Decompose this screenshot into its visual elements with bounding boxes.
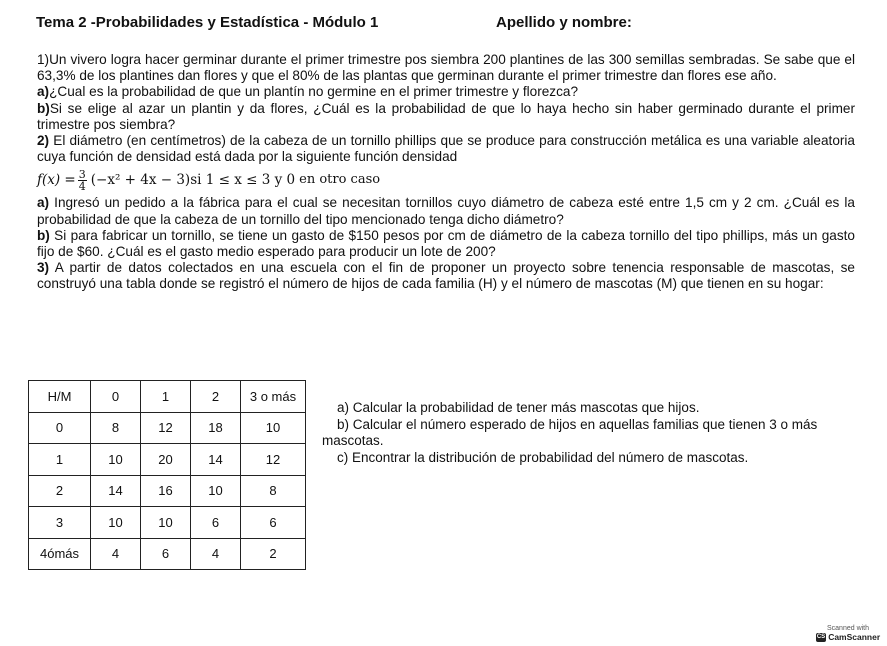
- table-cell: 10: [241, 412, 306, 444]
- formula-fraction: [78, 169, 87, 192]
- table-row: [29, 412, 306, 444]
- table-cell: 4: [91, 538, 141, 570]
- table-cell: 14: [91, 475, 141, 507]
- problem-1-a-label: a): [37, 84, 50, 100]
- table-cell: 20: [141, 444, 191, 476]
- table-cell: 1: [29, 444, 91, 476]
- table-cell: 12: [141, 412, 191, 444]
- problem-2-a-text: Ingresó un pedido a la fábrica para el cual se necesitan tornillos cuyo diámetro de cabeza esté entre 1,5 cm y 2 cm. ¿Cuál es la probabilidad de que la cabeza de un tornillo del tipo mencionado tenga dicho diámetro?: [37, 195, 855, 227]
- watermark-caption: Scanned with: [826, 625, 870, 632]
- table-cell: 4: [191, 538, 241, 570]
- problem-1-a-text: ¿Cual es la probabilidad de que un plantín no germine en el primer trimestre y florezca?: [49, 84, 579, 100]
- name-label: Apellido y nombre:: [496, 14, 632, 31]
- problem-2-label: 2): [37, 133, 50, 149]
- camscanner-watermark: [813, 624, 883, 642]
- problem-2-a-label: a): [37, 195, 50, 211]
- table-cell: 0: [29, 412, 91, 444]
- table-row: [29, 507, 306, 539]
- problem-3-b-text: b) Calcular el número esperado de hijos en aquellas familias que tienen 3 o más mascotas.: [322, 416, 818, 448]
- table-cell: 10: [91, 507, 141, 539]
- table-row: [29, 538, 306, 570]
- children-pets-table: [28, 380, 306, 570]
- table-cell: 8: [241, 475, 306, 507]
- problem-2-b-label: b): [37, 227, 50, 243]
- problem-3-a: a) Calcular la probabilidad de tener más mascotas que hijos.: [337, 400, 700, 415]
- table-cell: 10: [191, 475, 241, 507]
- table-cell: 16: [141, 475, 191, 507]
- table-cell: 8: [91, 412, 141, 444]
- table-cell: 10: [91, 444, 141, 476]
- table-cell: 10: [141, 507, 191, 539]
- problem-1-intro: 1)Un vivero logra hacer germinar durante el primer trimestre pos siembra 200 plantines de las 300 semillas sembradas. Se sabe que el 63,3% de los plantines dan flores y que el 80% de las plantas que germinan durante el primer trimestre dan flores ese año.: [37, 52, 855, 84]
- formula-otherwise: en otro caso: [299, 172, 381, 188]
- table-row: [29, 444, 306, 476]
- problem-1-b: [37, 101, 855, 133]
- problem-3-intro: [37, 260, 855, 292]
- table-cell: 14: [191, 444, 241, 476]
- problem-2-a: [37, 195, 855, 227]
- problem-3-b: [322, 417, 854, 450]
- problem-3-text: A partir de datos colectados en una escuela con el fin de proponer un proyecto sobre tenencia responsable de mascotas, se construyó una tabla donde se registró el número de hijos de cada familia (H) y el número de mascotas (M) que tienen en su hogar:: [37, 260, 855, 292]
- problem-2-b: [37, 228, 855, 260]
- table-row: [29, 475, 306, 507]
- problem-1-b-label: b): [37, 100, 50, 116]
- problem-2-b-text: Si para fabricar un tornillo, se tiene un gasto de $150 pesos por cm de diámetro de la cabeza tornillo del tipo phillips, más un gasto fijo de $60. ¿Cuál es el gasto medio esperado para producir un lote de 200?: [37, 227, 855, 260]
- table-cell: 3: [29, 507, 91, 539]
- exam-header: [36, 14, 867, 31]
- table-cell: 6: [241, 507, 306, 539]
- table-header-cell: 1: [141, 381, 191, 413]
- density-formula: [37, 165, 855, 195]
- table-cell: 2: [29, 475, 91, 507]
- table-header-cell: 2: [191, 381, 241, 413]
- table-header-cell: 0: [91, 381, 141, 413]
- table-cell: 6: [141, 538, 191, 570]
- table-header-row: [29, 381, 306, 413]
- watermark-brand-row: [813, 633, 883, 642]
- watermark-brand: CamScanner: [828, 632, 881, 642]
- camscanner-logo-icon: CS: [816, 634, 826, 640]
- formula-lhs: f(x) =: [37, 172, 76, 189]
- exam-title: Tema 2 -Probabilidades y Estadística - Módulo 1: [36, 14, 379, 31]
- table-header-cell: H/M: [29, 381, 91, 413]
- table-cell: 6: [191, 507, 241, 539]
- problem-3-c: c) Encontrar la distribución de probabilidad del número de mascotas.: [337, 449, 749, 465]
- table-cell: 12: [241, 444, 306, 476]
- formula-body: (−x² + 4x − 3)si 1 ≤ x ≤ 3 y 0: [90, 172, 296, 189]
- table-cell: 2: [241, 538, 306, 570]
- problem-3-label: 3): [37, 260, 50, 276]
- table-cell: 18: [191, 412, 241, 444]
- exam-body: [37, 52, 855, 293]
- formula-denominator: 4: [78, 179, 86, 193]
- table-header-cell: 3 o más: [241, 381, 306, 413]
- problem-1-a: [37, 84, 855, 100]
- problem-2-text: El diámetro (en centímetros) de la cabeza de un tornillo phillips que se produce para construcción metálica es una variable aleatoria cuya función de densidad está dada por la siguiente función densidad: [37, 133, 855, 165]
- problem-1-b-text: Si se elige al azar un plantin y da flores, ¿Cuál es la probabilidad de que lo haya hecho sin haber germinado durante el primer trimestre pos siembra?: [37, 100, 855, 132]
- problem-2-intro: [37, 133, 855, 165]
- problem-3-questions: [322, 400, 854, 466]
- formula-numerator: 3: [78, 167, 86, 181]
- table-cell: 4ómás: [29, 538, 91, 570]
